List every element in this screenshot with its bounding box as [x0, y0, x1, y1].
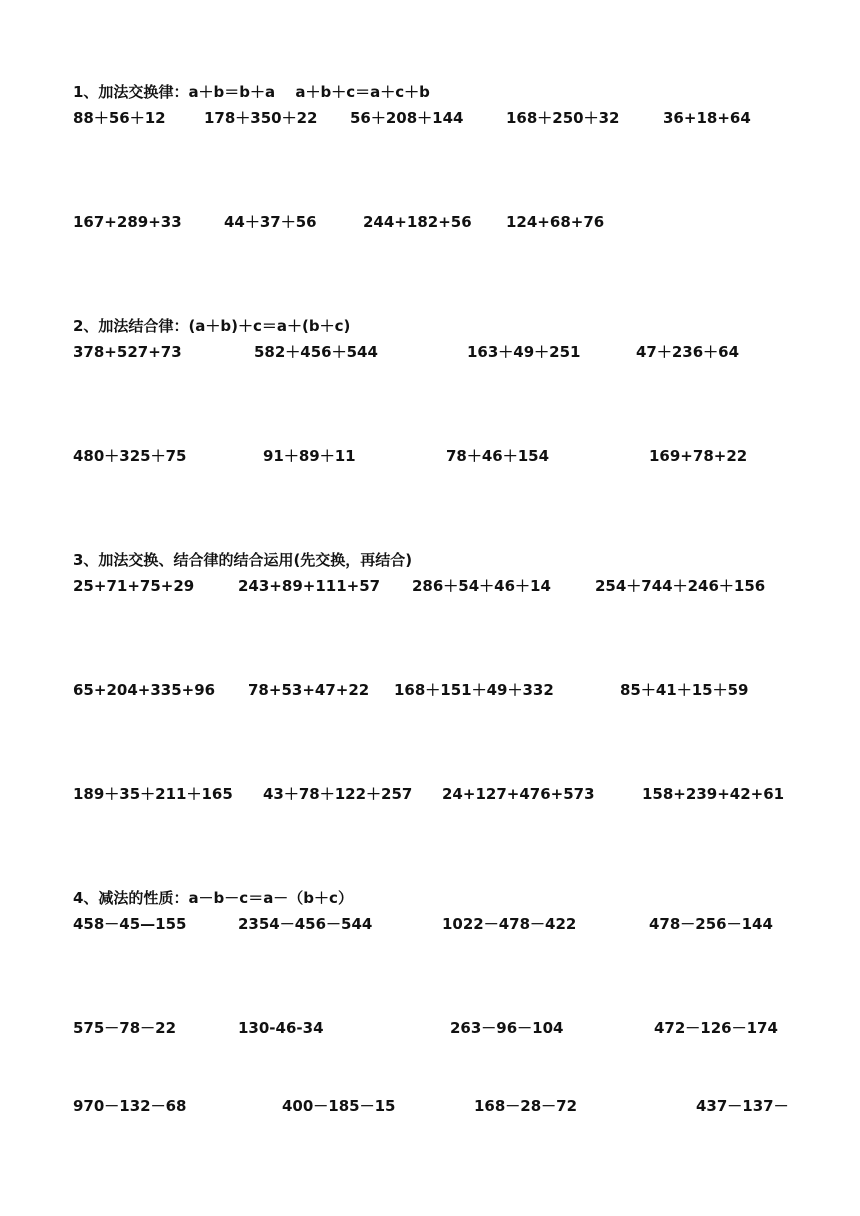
problem-2-2-2: 91＋89＋11	[263, 447, 356, 465]
problem-2-2-4: 169+78+22	[649, 447, 748, 465]
problem-3-2-4: 85＋41＋15＋59	[620, 681, 749, 699]
problem-2-2-3: 78＋46＋154	[446, 447, 550, 465]
problem-3-1-3: 286＋54＋46＋14	[412, 577, 551, 595]
problem-4-3-2: 400－185－15	[282, 1097, 396, 1115]
problem-3-3-3: 24+127+476+573	[442, 785, 595, 803]
problem-3-3-1: 189＋35＋211＋165	[73, 785, 233, 803]
problem-4-2-1: 575－78－22	[73, 1019, 177, 1037]
problem-1-2-3: 244+182+56	[363, 213, 472, 231]
problem-4-3-3: 168－28－72	[474, 1097, 578, 1115]
problem-4-1-2: 2354－456－544	[238, 915, 373, 933]
problem-4-2-4: 472－126－174	[654, 1019, 778, 1037]
section-4-heading: 4、减法的性质：a－b－c＝a－（b＋c）	[73, 889, 353, 907]
problem-4-3-4: 437－137－	[696, 1097, 789, 1115]
problem-3-1-1: 25+71+75+29	[73, 577, 195, 595]
problem-4-2-2: 130-46-34	[238, 1019, 324, 1037]
problem-3-2-3: 168＋151＋49＋332	[394, 681, 554, 699]
problem-4-1-4: 478－256－144	[649, 915, 773, 933]
section-3-heading: 3、加法交换、结合律的结合运用(先交换，再结合)	[73, 551, 413, 569]
problem-3-1-4: 254＋744＋246＋156	[595, 577, 766, 595]
section-1-heading: 1、加法交换律：a＋b＝b＋a a＋b＋c＝a＋c＋b	[73, 83, 430, 101]
problem-2-1-3: 163＋49＋251	[467, 343, 581, 361]
problem-4-1-3: 1022－478－422	[442, 915, 577, 933]
problem-3-3-4: 158+239+42+61	[642, 785, 785, 803]
problem-1-1-1: 88＋56＋12	[73, 109, 166, 127]
problem-1-2-4: 124+68+76	[506, 213, 605, 231]
problem-3-3-2: 43＋78＋122＋257	[263, 785, 413, 803]
problem-1-1-2: 178＋350＋22	[204, 109, 318, 127]
problem-2-1-2: 582＋456＋544	[254, 343, 378, 361]
problem-2-1-1: 378+527+73	[73, 343, 182, 361]
problem-1-1-3: 56＋208＋144	[350, 109, 464, 127]
problem-3-2-2: 78+53+47+22	[248, 681, 370, 699]
problem-1-2-2: 44＋37＋56	[224, 213, 317, 231]
problem-4-2-3: 263－96－104	[450, 1019, 564, 1037]
section-2-heading: 2、加法结合律：(a＋b)＋c＝a＋(b＋c)	[73, 317, 351, 335]
problem-2-2-1: 480＋325＋75	[73, 447, 187, 465]
problem-3-2-1: 65+204+335+96	[73, 681, 216, 699]
problem-3-1-2: 243+89+111+57	[238, 577, 381, 595]
problem-1-2-1: 167+289+33	[73, 213, 182, 231]
problem-4-3-1: 970－132－68	[73, 1097, 187, 1115]
problem-1-1-4: 168＋250＋32	[506, 109, 620, 127]
problem-2-1-4: 47＋236＋64	[636, 343, 740, 361]
problem-1-1-5: 36+18+64	[663, 109, 751, 127]
problem-4-1-1: 458－45—155	[73, 915, 187, 933]
